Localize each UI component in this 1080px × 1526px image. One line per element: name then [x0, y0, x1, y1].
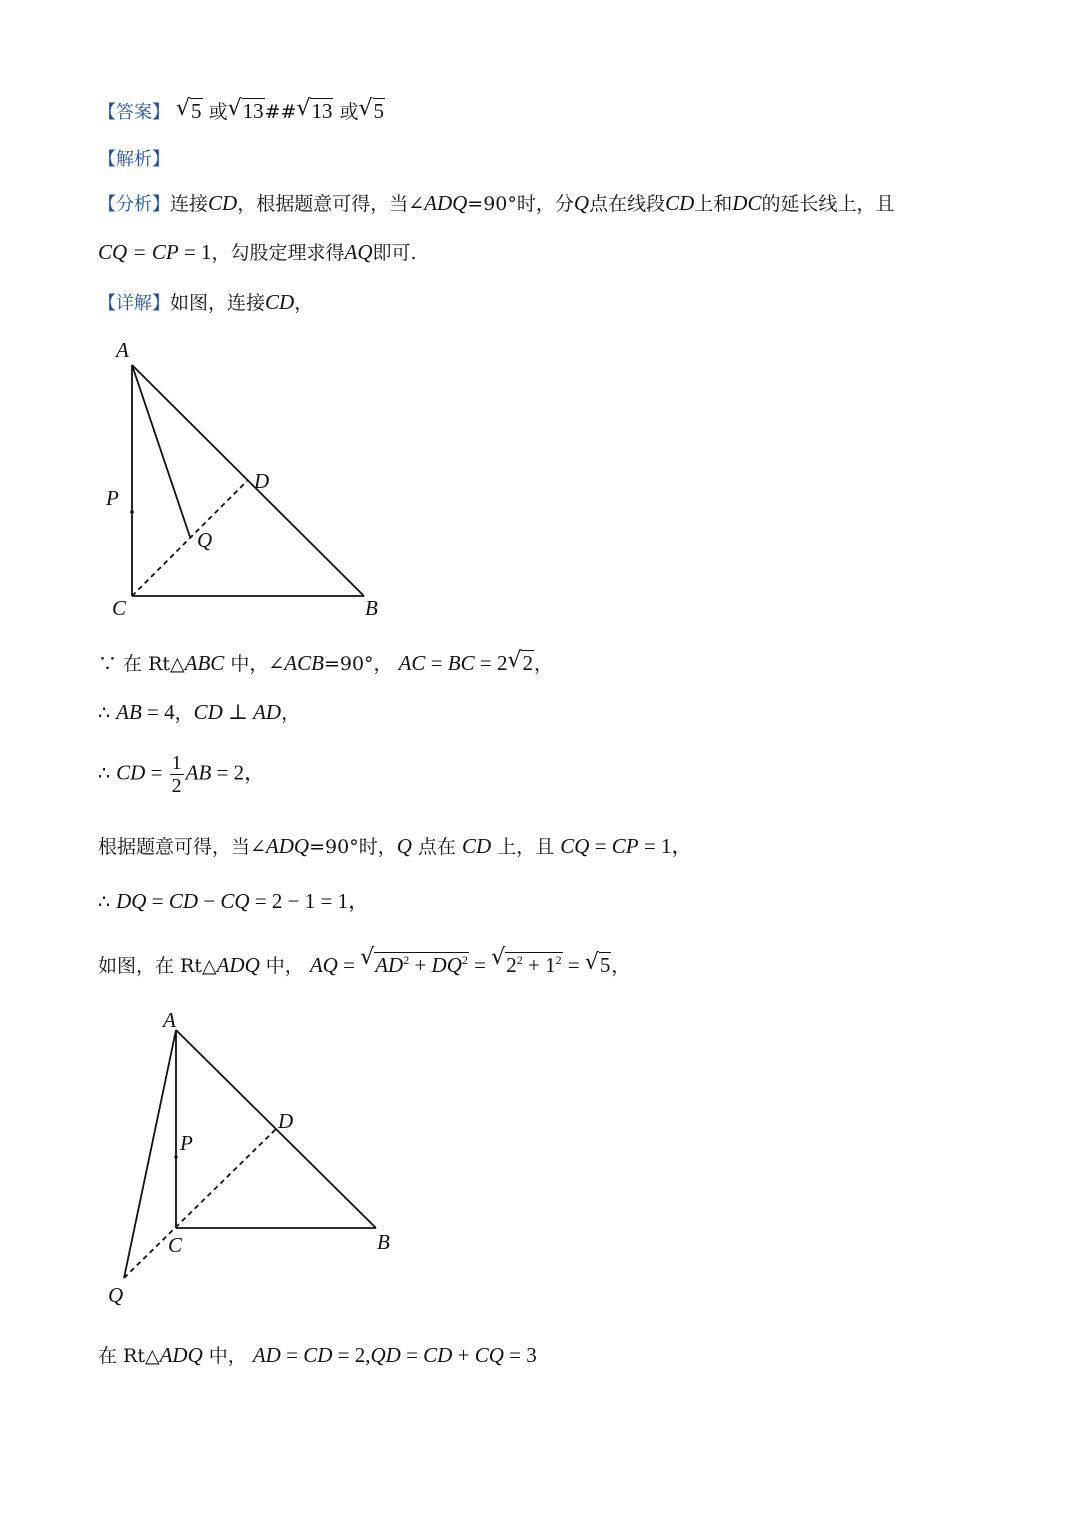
fig1-point-P [130, 510, 134, 514]
step-1: ∵ 在 Rt△ABC 中，∠ACB=90°， AC = BC = 2√ 2， [98, 648, 553, 679]
sqrt-5-b: √ 5 [361, 96, 386, 127]
detail-tag: 【详解】 [98, 293, 170, 314]
analysis-heading: 【解析】 [98, 149, 170, 170]
sqrt-13-b: √ 13 [298, 96, 333, 127]
fig2-label-D: D [278, 1109, 294, 1133]
fig1-label-Q: Q [197, 528, 213, 552]
sqrt-ad2-dq2: √ $AD^2 + DQ^2$ [362, 945, 469, 981]
fig1-segment-AQ [132, 365, 190, 537]
fig2-label-A: A [163, 1008, 176, 1032]
sqrt-13-a: √ 13 [230, 96, 265, 127]
fig1-label-P: P [106, 486, 119, 510]
fenxi-tag: 【分析】 [98, 194, 170, 215]
answer-tag: 【答案】 [98, 102, 170, 123]
step-3: ∴ CD = $\frac{1}{2}$ AB = 2， [98, 752, 266, 797]
step-4: 根据题意可得，当∠ADQ=90°时，Q 点在 CD 上，且 CQ = CP = 1， [98, 834, 693, 858]
sqrt-5-result: √ 5 [587, 950, 612, 981]
fig2-label-C: C [168, 1233, 183, 1257]
step-7: 在 Rt△ADQ 中， AD = CD = 2,QD = CD + CQ = 3 [98, 1343, 537, 1367]
sqrt-5-a: √ 5 [178, 96, 203, 127]
step-2: ∴ AB = 4，CD ⊥ AD， [98, 700, 301, 724]
fenxi-line-1: 【分析】连接CD，根据题意可得，当∠ADQ=90°时，分Q点在线段CD上和DC的延长线上，且 [98, 191, 895, 215]
fig1-segment-AB [132, 365, 364, 596]
fig1-label-C: C [112, 596, 127, 620]
sqrt-2sq-1sq: √ $2^2 + 1^2$ [493, 945, 562, 981]
fig2-segment-AB [176, 1030, 376, 1228]
fraction-one-half: $\frac{1}{2}$ [171, 752, 182, 797]
fig2-label-P: P [180, 1131, 193, 1155]
step-6: 如图，在 Rt△ADQ 中， AQ = √ $AD^2 + DQ^2$ = √ $2^2 + 1^2$ = √ 5， [98, 945, 630, 981]
fenxi-line-2: CQ = CP = 1，勾股定理求得AQ即可. [98, 240, 417, 264]
fig2-point-P [174, 1155, 178, 1159]
fig1-label-D: D [254, 469, 270, 493]
fig2-segment-AQ [124, 1030, 176, 1278]
fig2-segment-QD-dashed [124, 1128, 277, 1278]
step-5: ∴ DQ = CD − CQ = 2 − 1 = 1， [98, 889, 370, 913]
fig1-label-A: A [116, 338, 129, 362]
fig1-label-B: B [365, 596, 378, 620]
fig2-label-Q: Q [108, 1283, 124, 1307]
fig2-label-B: B [377, 1230, 390, 1254]
answer-line: 【答案】 √ 5 或√ 13##√ 13 或√ 5 [98, 96, 385, 128]
detail-line: 【详解】如图，连接CD， [98, 290, 314, 314]
fig1-segment-CD-dashed [132, 480, 248, 596]
